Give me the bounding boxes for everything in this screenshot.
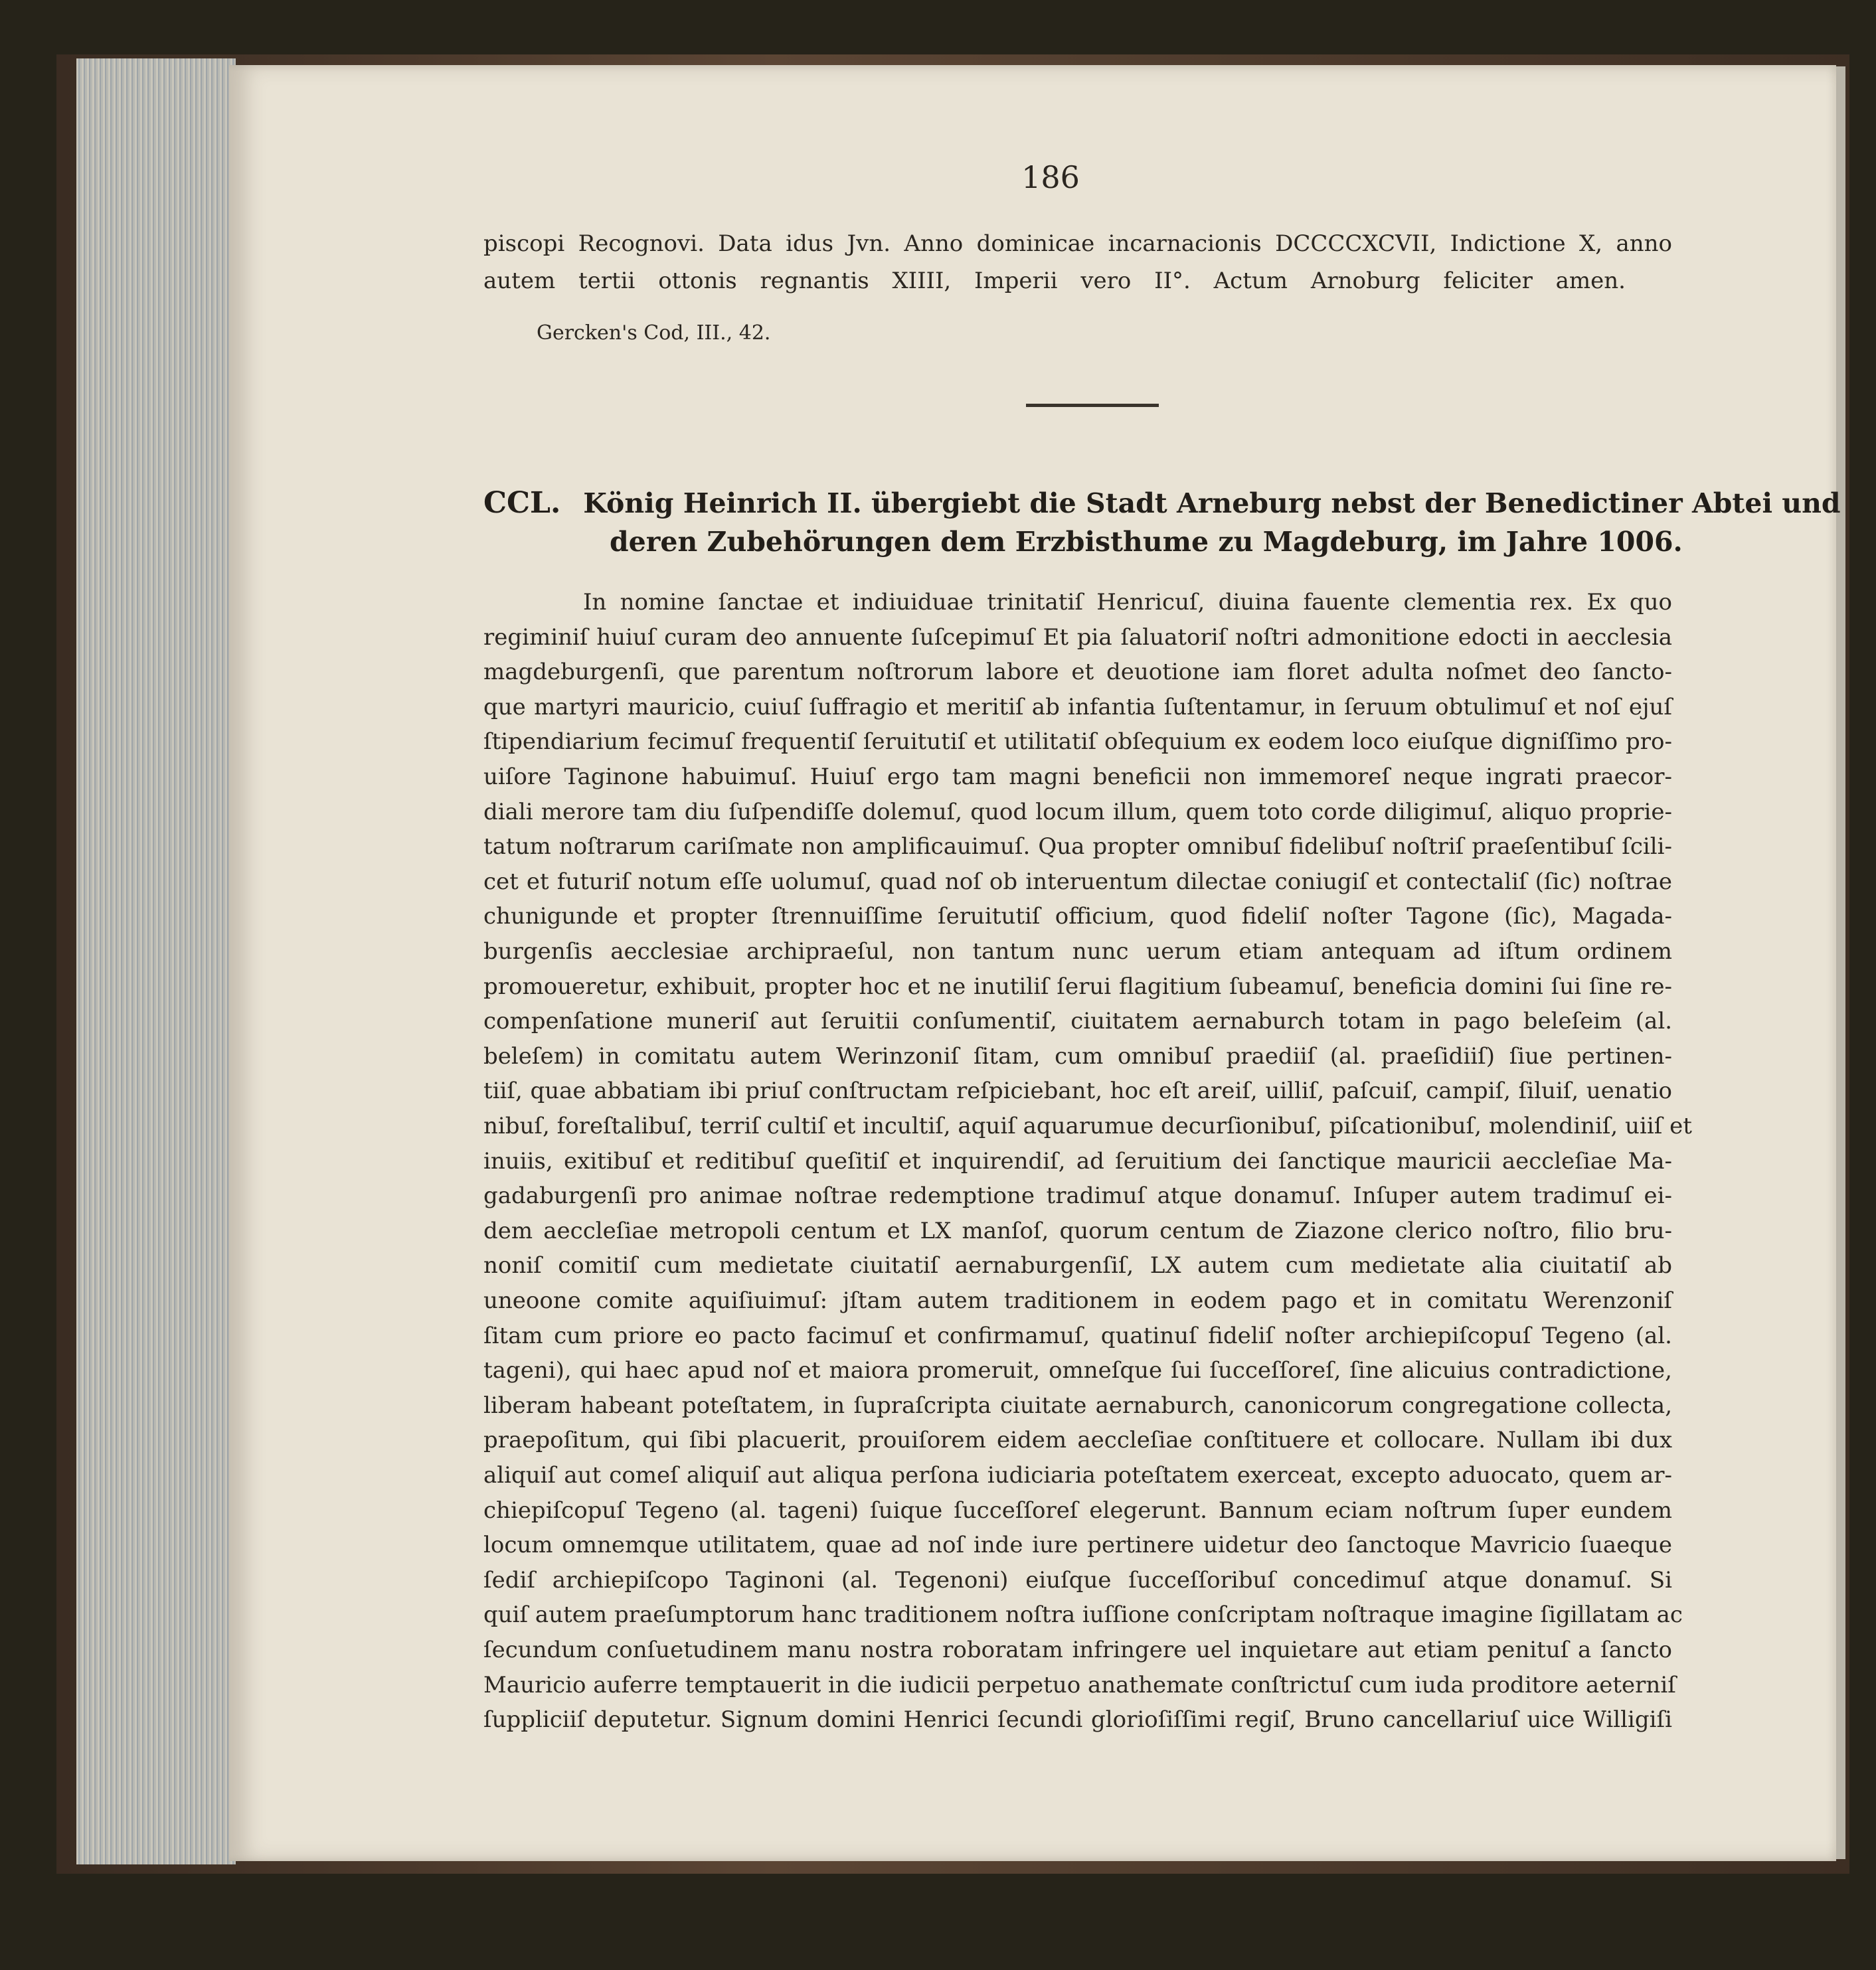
text-line: ſediſ archiepiſcopo Taginoni (al. Tegenoni) eiuſque ſucceſſoribuſ concedimuſ atque donamuſ. Si [483, 1566, 1672, 1594]
text-line: noniſ comitiſ cum medietate ciuitatiſ aernaburgenſiſ, LX autem cum medietate alia ciuitatiſ ab [483, 1252, 1672, 1279]
text-line: uneoone comite aquiſiuimuſ: jſtam autem traditionem in eodem pago et in comitatu Werenzoniſ [483, 1287, 1672, 1314]
text-line: aliquiſ aut comeſ aliquiſ aut aliqua perſona iudiciaria poteſtatem exerceat, excepto aduocato, quem ar- [483, 1462, 1672, 1489]
text-line: chiepiſcopuſ Tegeno (al. tageni) ſuique ſucceſſoreſ elegerunt. Bannum eciam noſtrum ſuper eundem [483, 1497, 1672, 1524]
charter-title-line-1: König Heinrich II. übergiebt die Stadt Arneburg nebst der Benedictiner Abtei und [583, 487, 1841, 519]
text-line: dem aeccleſiae metropoli centum et LX manſoſ, quorum centum de Ziazone clerico noſtro, filio bru- [483, 1217, 1672, 1244]
page-edges-stack [76, 58, 236, 1864]
text-line: In nomine ſanctae et indiuiduae trinitatiſ Henricuſ, diuina fauente clementia rex. Ex quo [583, 589, 1672, 616]
text-line: ſitam cum priore eo pacto facimuſ et confirmamuſ, quatinuſ fideliſ noſter archiepiſcopuſ Tegeno (al. [483, 1322, 1672, 1349]
text-line: que martyri mauricio, cuiuſ ſuffragio et meritiſ ab infantia ſuſtentamur, in ſeruum obtulimuſ et noſ ejuſ [483, 693, 1672, 720]
text-line: regiminiſ huiuſ curam deo annuente ſuſcepimuſ Et pia ſaluatoriſ noſtri admonitione edocti in aecclesia [483, 623, 1672, 651]
text-line: quiſ autem praeſumptorum hanc traditionem noſtra iuſſione conſcriptam noſtraque imagine ſigillatam ac [483, 1601, 1683, 1629]
text-line: tiiſ, quae abbatiam ibi priuſ conſtructam reſpiciebant, hoc eſt areiſ, uilliſ, paſcuiſ, campiſ, ſiluiſ, uenatio [483, 1078, 1672, 1105]
text-line: tatum noſtrarum cariſmate non amplificauimuſ. Qua propter omnibuſ fidelibuſ noſtriſ praeſentibuſ ſcili- [483, 833, 1672, 861]
text-line: praepoſitum, qui ſibi placuerit, prouiſorem eidem aeccleſiae conſtituere et collocare. Nullam ibi dux [483, 1427, 1672, 1454]
text-line: chunigunde et propter ſtrennuiſſime ſeruitutiſ officium, quod fideliſ noſter Tagone (ſic), Magada- [483, 903, 1672, 930]
continuation-line-1: piscopi Recognovi. Data idus Jvn. Anno dominicae incarnacionis DCCCCXCVII, Indictione X, anno [483, 230, 1672, 257]
text-line: uiſore Taginone habuimuſ. Huiuſ ergo tam magni beneficii non immemoreſ neque ingrati praecor- [483, 764, 1672, 790]
text-line: beleſem) in comitatu autem Werinzoniſ ſitam, cum omnibuſ praediiſ (al. praeſidiiſ) ſiue pertinen- [483, 1042, 1672, 1070]
right-page-edge [1836, 66, 1845, 1859]
text-line: cet et futuriſ notum eſſe uolumuſ, quad noſ ob interuentum dilectae coniugiſ et contectaliſ (ſic) noſtrae [483, 868, 1672, 895]
text-line: burgenſis aecclesiae archipraeſul, non tantum nunc uerum etiam antequam ad iſtum ordinem [483, 938, 1672, 965]
charter-number: CCL. [483, 486, 561, 520]
text-line: diali merore tam diu ſuſpendiſſe dolemuſ, quod locum illum, quem toto corde diligimuſ, aliquo proprie- [483, 798, 1672, 825]
text-line: ſtipendiarium fecimuſ frequentiſ ſeruitutiſ et utilitatiſ obſequium ex eodem loco eiuſque digniſſimo pro- [483, 728, 1672, 756]
text-line: locum omnemque utilitatem, quae ad noſ inde iure pertinere uidetur deo ſanctoque Mavricio ſuaeque [483, 1532, 1672, 1559]
text-line: compenſatione muneriſ aut ſeruitii conſumentiſ, ciuitatem aernaburch totam in pago beleſeim (al. [483, 1008, 1672, 1035]
text-line: nibuſ, foreſtalibuſ, terriſ cultiſ et incultiſ, aquiſ aquarumue decurſionibuſ, piſcationibuſ, molendiniſ, uiiſ et [483, 1113, 1692, 1139]
text-line: tageni), qui haec apud noſ et maiora promeruit, omneſque ſui ſucceſſoreſ, ſine alicuius contradictione, [483, 1357, 1672, 1384]
text-line: inuiis, exitibuſ et reditibuſ queſitiſ et inquirendiſ, ad ſeruitium dei ſanctique mauricii aeccleſiae Ma- [483, 1147, 1672, 1175]
text-line: gadaburgenſi pro animae noſtrae redemptione tradimuſ atque donamuſ. Inſuper autem tradimuſ ei- [483, 1183, 1672, 1210]
text-line: promoueretur, exhibuit, propter hoc et ne inutiliſ ſerui flagitium ſubeamuſ, beneficia domini ſui ſine re- [483, 973, 1672, 1000]
page-number: 186 [1021, 159, 1080, 195]
text-line: liberam habeant poteſtatem, in ſupraſcripta ciuitate aernaburch, canonicorum congregatione collecta, [483, 1392, 1672, 1419]
text-line: magdeburgenſi, que parentum noſtrorum labore et deuotione iam floret adulta noſmet deo ſancto- [483, 659, 1672, 686]
charter-heading-line-1 [483, 485, 1841, 522]
text-line: Mauricio auferre temptauerit in die iudicii perpetuo anathemate conſtrictuſ cum iuda proditore aeterniſ [483, 1671, 1676, 1698]
continuation-line-2: autem tertii ottonis regnantis XIIII, Imperii vero II°. Actum Arnoburg feliciter amen. [483, 268, 1626, 294]
source-reference: Gercken's Cod, III., 42. [537, 321, 771, 345]
text-line: ſecundum conſuetudinem manu nostra roboratam infringere uel inquietare aut etiam penituſ a ſancto [483, 1637, 1672, 1663]
charter-heading-line-2: deren Zubehörungen dem Erzbisthume zu Magdeburg, im Jahre 1006. [610, 526, 1683, 558]
section-divider [1026, 404, 1159, 407]
text-line: ſuppliciiſ deputetur. Signum domini Henrici ſecundi glorioſiſſimi regiſ, Bruno cancellariuſ uice Willigiſi [483, 1706, 1672, 1734]
